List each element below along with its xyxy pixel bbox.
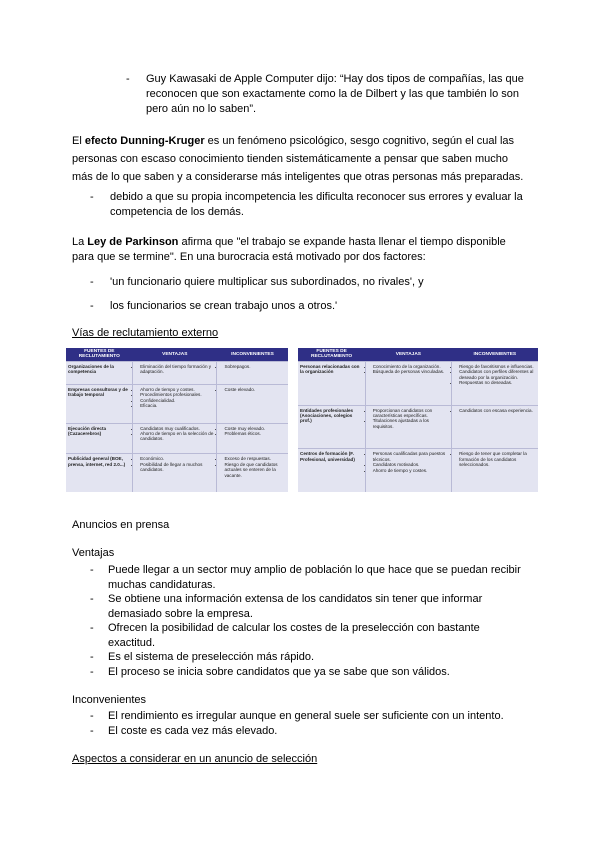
vias-heading: Vías de reclutamiento externo [72, 327, 219, 339]
table-cell-ventajas: • Conocimiento de la organización. • Búsqueda de personas vinculadas. [365, 361, 451, 405]
table-cell-ventajas: • Proporcionan candidatos con características específicas. • Titulaciones ajustadas a los requisitos. [365, 405, 451, 449]
table-cell-ventajas: • Económico. • Posibilidad de llegar a muchos candidatos. [133, 454, 217, 492]
aspectos-heading: Aspectos a considerar en un anuncio de selección [72, 753, 318, 765]
table-row [298, 361, 538, 405]
bullet-dash: - [90, 725, 94, 737]
table-cell-inconvenientes: • Riesgo de favoritismos e influencias. • Candidatos con perfiles diferentes al deseado por la organización. • Respuestas no deseadas. [452, 361, 538, 405]
quote-text: Guy Kawasaki de Apple Computer dijo: “Hay dos tipos de compañías, las que reconocen que son exactamente como la de Dilbert y las que también lo son pero aún no lo saben”. [146, 73, 524, 115]
bullet-dash: - [90, 651, 94, 663]
inconvenientes-item-text: El rendimiento es irregular aunque en general suele ser suficiente con un intento. [108, 710, 504, 722]
table-row [66, 423, 288, 454]
ventajas-item-text: Ofrecen la posibilidad de calcular los costes de la preselección con bastante exactitud. [108, 622, 480, 649]
table-row [298, 449, 538, 492]
anuncios-heading: Anuncios en prensa [72, 519, 170, 531]
ventajas-item-text: El proceso se inicia sobre candidatos que ya se sabe que son válidos. [108, 666, 450, 678]
table-cell-inconvenientes: • Coste elevado. [217, 384, 288, 423]
parkinson-term: Ley de Parkinson [87, 236, 179, 248]
table-cell-ventajas: • Ahorro de tiempo y costes. • Procedimientos profesionales. • Confidencialidad. • Eficacia. [133, 384, 217, 423]
table-reclutamiento-1 [66, 348, 288, 492]
table-cell-source: Publicidad general (BOE, prensa, internet, red 2.0...) [66, 454, 133, 492]
parkinson-item-2-text: los funcionarios se crean trabajo unos a otros.' [110, 300, 338, 312]
table-cell-inconvenientes: • Exceso de respuestas. • Riesgo de que candidatos actuales se enteren de la vacante. [217, 454, 288, 492]
parkinson-item-1-text: 'un funcionario quiere multiplicar sus subordinados, no rivales', y [110, 276, 424, 288]
table-cell-inconvenientes: • Coste muy elevado. • Problemas éticos. [217, 423, 288, 454]
bullet-dash: - [90, 564, 94, 576]
bullet-dash: - [90, 593, 94, 605]
bullet-dash: - [90, 300, 94, 312]
dunning-item-text: debido a que su propia incompetencia les dificulta reconocer sus errores y evaluar la competencia de los demás. [110, 191, 523, 218]
table2-header-inconvenientes: INCONVENIENTES [452, 348, 538, 361]
bullet-dash: - [90, 276, 94, 288]
table-reclutamiento-2 [298, 348, 538, 492]
dunning-term: efecto Dunning-Kruger [84, 135, 205, 147]
table-row [66, 384, 288, 423]
bullet-dash: - [90, 191, 94, 203]
parkinson-paragraph: La Ley de Parkinson afirma que "el trabajo se expande hasta llenar el tiempo disponible para que se termine". En una burocracia está motivado por dos factores: [72, 236, 506, 263]
bullet-dash: - [90, 622, 94, 634]
table-row [66, 454, 288, 492]
table-row [66, 361, 288, 384]
table-cell-ventajas: • Eliminación del tiempo formación y adaptación. [133, 361, 217, 384]
inconvenientes-item-text: El coste es cada vez más elevado. [108, 725, 278, 737]
table-cell-source: Personas relacionadas con la organización [298, 361, 365, 405]
dunning-paragraph: El efecto Dunning-Kruger es un fenómeno psicológico, sesgo cognitivo, según el cual las personas con escaso conocimiento tienden sistemáticamente a pensar que saben mucho más de lo que saben y a considerarse más inteligentes que otras personas más preparadas. [72, 135, 524, 183]
table-cell-inconvenientes: • Sobrepagos. [217, 361, 288, 384]
table-cell-ventajas: • Personas cualificadas para puestos técnicos. • Candidatos motivados. • Ahorro de tiempo y costes. [365, 449, 451, 492]
ventajas-item-text: Se obtiene una información extensa de los candidatos sin tener que informar demasiado sobre la empresa. [108, 593, 483, 620]
table1-header-source: FUENTES DE RECLUTAMIENTO [66, 348, 133, 361]
ventajas-item-text: Puede llegar a un sector muy amplio de población lo que hace que se puedan recibir muchas candidaturas. [108, 564, 521, 591]
table-cell-inconvenientes: • Riesgo de tener que completar la formación de los candidatos seleccionados. [452, 449, 538, 492]
ventajas-item-text: Es el sistema de preselección más rápido. [108, 651, 315, 663]
table-row [298, 405, 538, 449]
bullet-dash: - [90, 666, 94, 678]
table-cell-ventajas: • Candidatos muy cualificados. • Ahorro de tiempo en la selección de candidatos. [133, 423, 217, 454]
bullet-dash: - [90, 710, 94, 722]
table2-header-source: FUENTES DE RECLUTAMIENTO [298, 348, 365, 361]
ventajas-title: Ventajas [72, 547, 115, 559]
table-cell-source: Organizaciones de la competencia [66, 361, 133, 384]
table2-header-ventajas: VENTAJAS [365, 348, 451, 361]
inconvenientes-title: Inconvenientes [72, 694, 146, 706]
table1-header-inconvenientes: INCONVENIENTES [217, 348, 288, 361]
table-cell-source: Centros de formación (F. Profesional, universidad) [298, 449, 365, 492]
table1-header-ventajas: VENTAJAS [133, 348, 217, 361]
bullet-dash: - [126, 73, 130, 85]
table-cell-source: Empresas consultoras y de trabajo temporal [66, 384, 133, 423]
table-cell-source: Ejecución directa (Cazacerebros) [66, 423, 133, 454]
table-cell-inconvenientes: • Candidatos con escasa experiencia. [452, 405, 538, 449]
table-cell-source: Entidades profesionales (Asociaciones, colegios prof.) [298, 405, 365, 449]
